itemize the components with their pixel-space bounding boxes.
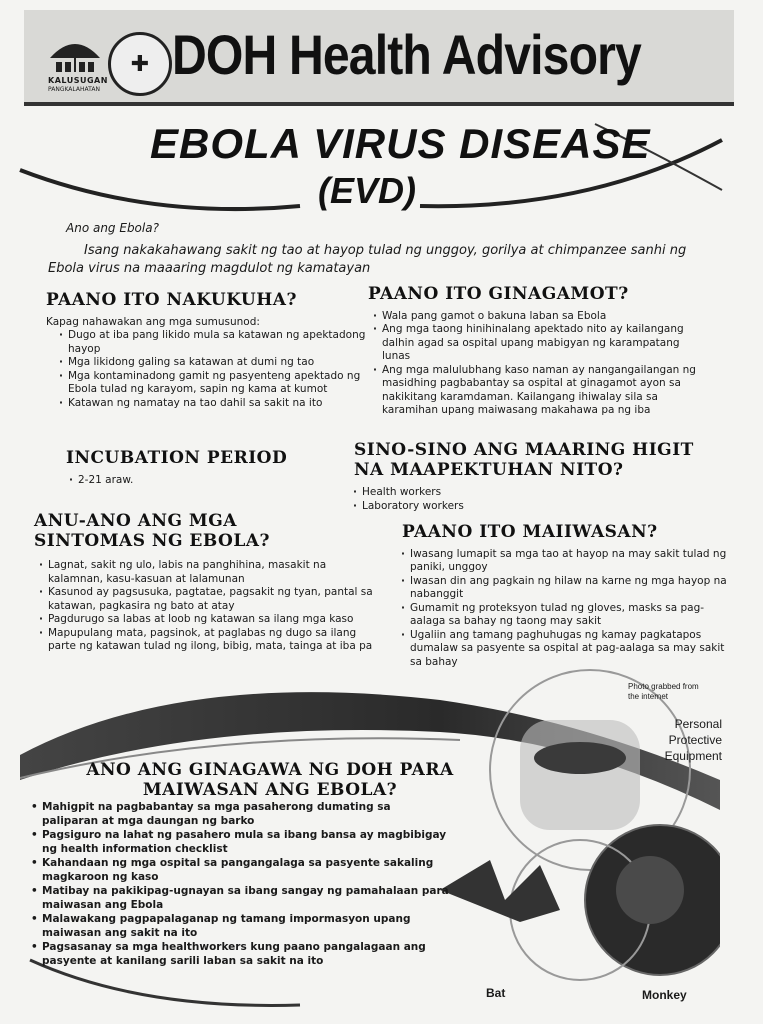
at-risk-list [354,486,726,513]
logo-subcaption: PANGKALAHATAN [48,86,100,93]
list-item: · Pagdurugo sa labas at loob ng katawan sa ilang mga kaso [48,613,384,627]
list-item: • Pagsasanay sa mga healthworkers kung paano pangalagaan ang pasyente at kanilang sarili laban sa sakit na ito [42,940,450,968]
list-item: • Malawakang pagpapalaganap ng tamang impormasyon upang maiwasan ang sakit na ito [42,912,450,940]
disease-abbreviation: (EVD) [318,170,416,211]
symptoms-list [34,559,384,654]
incubation-section [66,448,346,487]
doh-actions-heading: ANO ANG GINAGAWA NG DOH PARA MAIWASAN ANG EBOLA? [86,760,454,800]
doh-actions-heading-wrap [80,760,480,800]
treatment-list [368,310,708,418]
list-item: · Laboratory workers [362,500,726,514]
header-title: DOH Health Advisory [172,23,641,86]
transmission-lead: Kapag nahawakan ang mga sumusunod: [46,315,260,328]
photo-source-note: Photo grabbed from the internet [628,682,699,701]
list-item: · Ang mga malulubhang kaso naman ay nangangailangan ng masidhing pagbabantay sa ospital at ginagamot ayon sa nakikitang karamdaman. Kailangang ihiwalay sila sa karamihan upang maiwasang makahawa pa ng iba [382,364,708,418]
treatment-section [368,284,708,418]
logo-caption: KALUSUGAN [48,76,108,85]
at-risk-heading: SINO-SINO ANG MAARING HIGIT NA MAAPEKTUHAN NITO? [354,440,694,480]
list-item: · Mga likidong galing sa katawan at dumi ng tao [68,356,366,370]
transmission-section [46,290,366,410]
treatment-heading: PAANO ITO GINAGAMOT? [368,284,629,304]
symptoms-heading: ANU-ANO ANG MGA SINTOMAS NG EBOLA? [34,511,270,551]
list-item: · Kasunod ay pagsusuka, pagtatae, pagsakit ng tyan, pantal sa katawan, pagkasira ng bato at atay [48,586,384,613]
doh-seal-icon: ✚ [108,32,172,96]
ppe-caption: Personal Protective Equipment [664,717,722,763]
list-item: · Mga kontaminadong gamit ng pasyenteng apektado ng Ebola tulad ng karayom, sapin ng kama at kumot [68,370,366,397]
at-risk-section [354,440,726,513]
intro-question: Ano ang Ebola? [66,221,159,235]
list-item: · Mapupulang mata, pagsinok, at paglabas ng dugo sa ilang parte ng katawan tulad ng ilong, bibig, mata, tainga at iba pa [48,627,384,654]
transmission-list [46,329,366,410]
list-item: · Wala pang gamot o bakuna laban sa Ebola [382,310,708,324]
list-item: · Lagnat, sakit ng ulo, labis na panghihina, masakit na kalamnan, kasu-kasuan at lalamunan [48,559,384,586]
intro-answer: Isang nakakahawang sakit ng tao at hayop tulad ng unggoy, gorilya at chimpanzee sanhi ng Ebola virus na maaaring magdulot ng kamatayan [48,243,687,276]
list-item: • Matibay na pakikipag-ugnayan sa ibang sangay ng pamahalaan para maiwasan ang Ebola [42,884,450,912]
list-item: • Pagsiguro na lahat ng pasahero mula sa ibang bansa ay magbibigay ng health information checklist [42,828,450,856]
incubation-list [66,474,346,488]
list-item: · 2-21 araw. [78,474,346,488]
list-item: · Health workers [362,486,726,500]
doh-actions-list [30,800,450,968]
list-item: · Dugo at iba pang likido mula sa katawan ng apektadong hayop [68,329,366,356]
list-item: · Ugaliin ang tamang paghuhugas ng kamay pagkatapos dumalaw sa pasyente sa ospital at pag-aalaga sa may sakit sa bahay [410,629,730,670]
list-item: • Mahigpit na pagbabantay sa mga pasaherong dumating sa paliparan at mga daungan ng barko [42,800,450,828]
transmission-heading: PAANO ITO NAKUKUHA? [46,290,297,310]
prevention-list [402,548,730,670]
list-item: · Iwasan din ang pagkain ng hilaw na karne ng mga hayop na nabanggit [410,575,730,602]
incubation-heading: INCUBATION PERIOD [66,448,288,468]
prevention-heading: PAANO ITO MAIIWASAN? [402,522,658,542]
list-item: · Ang mga taong hinihinalang apektado nito ay kailangang dalhin agad sa ospital upang mabigyan ng karampatang lunas [382,323,708,364]
monkey-caption: Monkey [642,988,687,1002]
disease-title: EBOLA VIRUS DISEASE [150,120,651,167]
symptoms-section [34,511,384,654]
bat-caption: Bat [486,986,506,1000]
list-item: · Katawan ng namatay na tao dahil sa sakit na ito [68,397,366,411]
list-item: · Iwasang lumapit sa mga tao at hayop na may sakit tulad ng paniki, unggoy [410,548,730,575]
prevention-section [402,522,730,669]
list-item: • Kahandaan ng mga ospital sa pangangalaga sa pasyente sakaling magkaroon ng kaso [42,856,450,884]
list-item: · Gumamit ng proteksyon tulad ng gloves, masks sa pag-aalaga sa bahay ng taong may sakit [410,602,730,629]
doh-actions-section [30,800,450,968]
